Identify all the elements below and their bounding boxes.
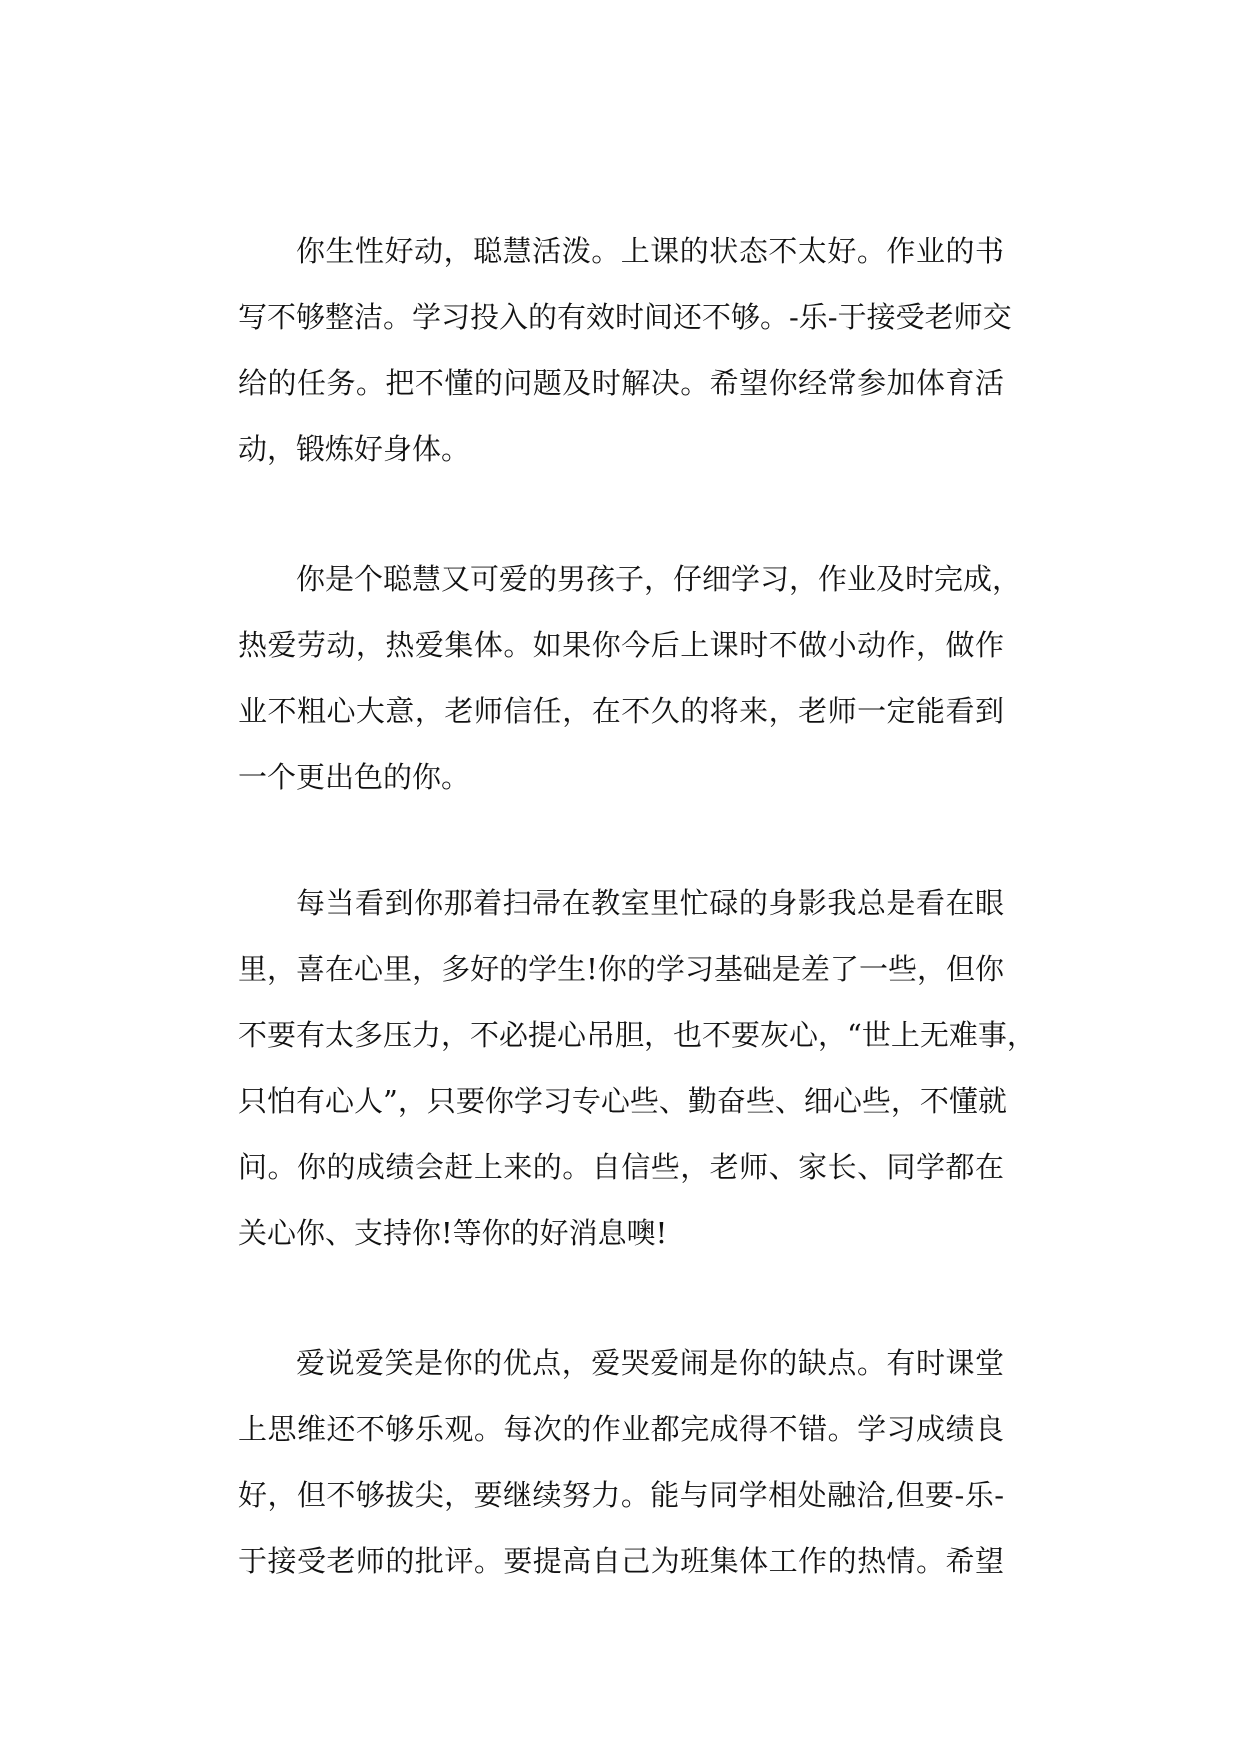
- paragraph-line: 问。你的成绩会赶上来的。自信些，老师、家长、同学都在: [238, 1150, 1004, 1184]
- paragraph-line: 你是个聪慧又可爱的男孩子，仔细学习，作业及时完成，: [296, 562, 1022, 596]
- paragraph-line: 你生性好动，聪慧活泼。上课的状态不太好。作业的书: [296, 234, 1004, 268]
- paragraph-line: 热爱劳动，热爱集体。如果你今后上课时不做小动作，做作: [238, 628, 1004, 662]
- paragraph-4: [238, 1330, 1004, 1594]
- paragraph-line: 给的任务。把不懂的问题及时解决。希望你经常参加体育活: [238, 366, 1004, 400]
- paragraph-line: 动，锻炼好身体。: [238, 432, 471, 466]
- paragraph-line: 不要有太多压力，不必提心吊胆，也不要灰心，“世上无难事，: [238, 1018, 1036, 1052]
- paragraph-line: 爱说爱笑是你的优点，爱哭爱闹是你的缺点。有时课堂: [296, 1346, 1004, 1380]
- paragraph-line: 每当看到你那着扫帚在教室里忙碌的身影我总是看在眼: [296, 886, 1004, 920]
- paragraph-line: 写不够整洁。学习投入的有效时间还不够。-乐-于接受老师交: [238, 300, 1012, 334]
- paragraph-line: 一个更出色的你。: [238, 760, 471, 794]
- paragraph-3: [238, 870, 1036, 1266]
- paragraph-line: 于接受老师的批评。要提高自己为班集体工作的热情。希望: [238, 1544, 1004, 1578]
- paragraph-line: 只怕有心人”，只要你学习专心些、勤奋些、细心些，不懂就: [238, 1084, 1007, 1118]
- paragraph-1: [238, 218, 1012, 482]
- paragraph-line: 业不粗心大意，老师信任，在不久的将来，老师一定能看到: [238, 694, 1004, 728]
- paragraph-line: 关心你、支持你!等你的好消息噢!: [238, 1216, 668, 1250]
- paragraph-2: [238, 546, 1022, 810]
- paragraph-line: 里，喜在心里，多好的学生!你的学习基础是差了一些，但你: [238, 952, 1004, 986]
- paragraph-line: 好，但不够拔尖，要继续努力。能与同学相处融洽,但要-乐-: [238, 1478, 1004, 1512]
- paragraph-line: 上思维还不够乐观。每次的作业都完成得不错。学习成绩良: [238, 1412, 1004, 1446]
